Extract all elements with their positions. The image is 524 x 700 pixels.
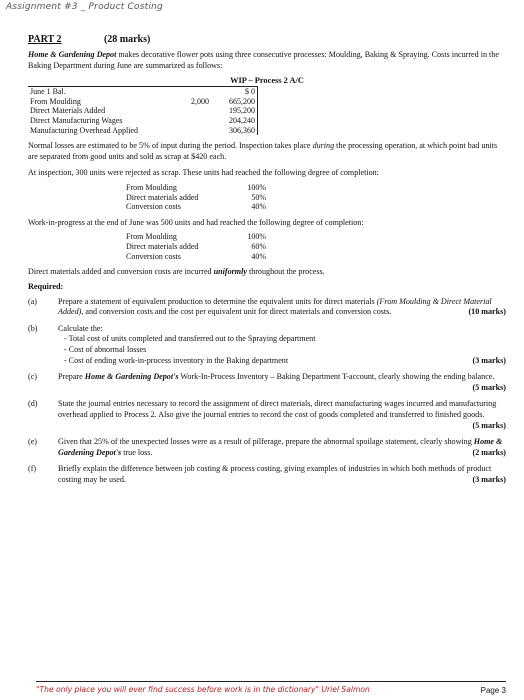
intro-paragraph: Home & Gardening Depot makes decorative flower pots using three consecutive processes: Moulding, Baking & Spraying. Costs incurred in the Baking Department during June are summarized as follows: xyxy=(28,50,499,70)
page-number: Page 3 xyxy=(480,686,506,695)
question-c: (c) Prepare Home & Gardening Depot's Work-In-Process Inventory – Baking Department T-account, clearly showing the ending balance. (5 marks) xyxy=(28,372,506,392)
required-heading: Required: xyxy=(28,281,64,291)
part-marks: (28 marks) xyxy=(103,34,151,45)
table-row: Manufacturing Overhead Applied 306,360 xyxy=(28,126,258,136)
marks-label: (2 marks) xyxy=(472,447,506,457)
list-item: Conversion costs 40% xyxy=(126,202,266,212)
marks-label: (3 marks) xyxy=(472,355,506,365)
list-item: Direct materials added 50% xyxy=(126,192,266,202)
list-item: - Cost of abnormal losses xyxy=(64,345,506,356)
wip-account-table xyxy=(28,86,258,135)
page-footer xyxy=(36,681,506,694)
list-item: Conversion costs 40% xyxy=(126,251,266,261)
table-row: June 1 Bal. $ 0 xyxy=(28,87,258,97)
document-header: Assignment #3 _ Product Costing xyxy=(6,2,163,12)
marks-label: (5 marks) xyxy=(472,382,506,392)
question-b: (b) Calculate the: - Total cost of units completed and transferred out to the Spraying department - Cost of abnormal losses - Cost of ending work-in-process inventory in the Baking department (3 marks) xyxy=(28,324,506,366)
marks-label: (3 marks) xyxy=(472,475,506,484)
list-item: Direct materials added 60% xyxy=(126,241,266,251)
scrap-completion-list xyxy=(126,183,506,212)
table-row: From Moulding 2,000 665,200 xyxy=(28,97,258,107)
company-name: Home & Gardening Depot xyxy=(28,50,117,59)
list-item: - Total cost of units completed and transferred out to the Spraying department xyxy=(64,334,506,345)
marks-label: (5 marks) xyxy=(472,420,506,430)
wip-paragraph: Work-in-progress at the end of June was 500 units and had reached the following degree of completion: xyxy=(28,217,364,227)
question-f: (f) Briefly explain the difference between job costing & process costing, giving examples of industries in which both methods of product costing may be used. (3 marks) xyxy=(28,464,506,484)
list-item: From Moulding 100% xyxy=(126,232,266,242)
part-title: PART 2 xyxy=(28,34,62,45)
footer-quote: "The only place you will ever find success before work is in the dictionary" Uriel Salmon xyxy=(36,685,370,694)
uniform-paragraph: Direct materials added and conversion costs are incurred uniformly throughout the process. xyxy=(28,267,325,277)
question-a: (a) Prepare a statement of equivalent production to determine the equivalent units for direct materials (From Moulding & Direct Material Added), and conversion costs and the cost per equivalent unit for direct materials and conversion costs. (10 marks) xyxy=(28,296,506,317)
wip-completion-list xyxy=(126,232,506,261)
list-item: - Cost of ending work-in-process inventory in the Baking department (3 marks) xyxy=(64,356,506,367)
wip-account-title: WIP – Process 2 A/C xyxy=(230,76,304,86)
table-row: Direct Manufacturing Wages 204,240 xyxy=(28,116,258,126)
question-d: (d) State the journal entries necessary to record the assignment of direct materials, direct manufacturing wages incurred and manufacturing overhead applied to Process 2. Also give the journal entries to record the cost of goods completed and transferred to finished goods. (5 marks) xyxy=(28,399,506,430)
marks-label: (10 marks) xyxy=(468,307,506,317)
document-page xyxy=(28,22,506,486)
losses-paragraph: Normal losses are estimated to be 5% of input during the period. Inspection takes place during the processing operation, at which point bad units are separated from good units and sold as scrap at $420 each. xyxy=(28,141,498,161)
list-item: From Moulding 100% xyxy=(126,182,266,192)
scrap-paragraph: At inspection, 300 units were rejected as scrap. These units had reached the following degree of completion: xyxy=(28,168,379,178)
part-heading xyxy=(28,34,506,45)
question-e: (e) Given that 25% of the unexpected losses were as a result of pilferage, prepare the abnormal spoilage statement, clearly showing Home & Gardening Depot's true loss. (2 marks) xyxy=(28,437,506,457)
table-row: Direct Materials Added 195,200 xyxy=(28,106,258,116)
